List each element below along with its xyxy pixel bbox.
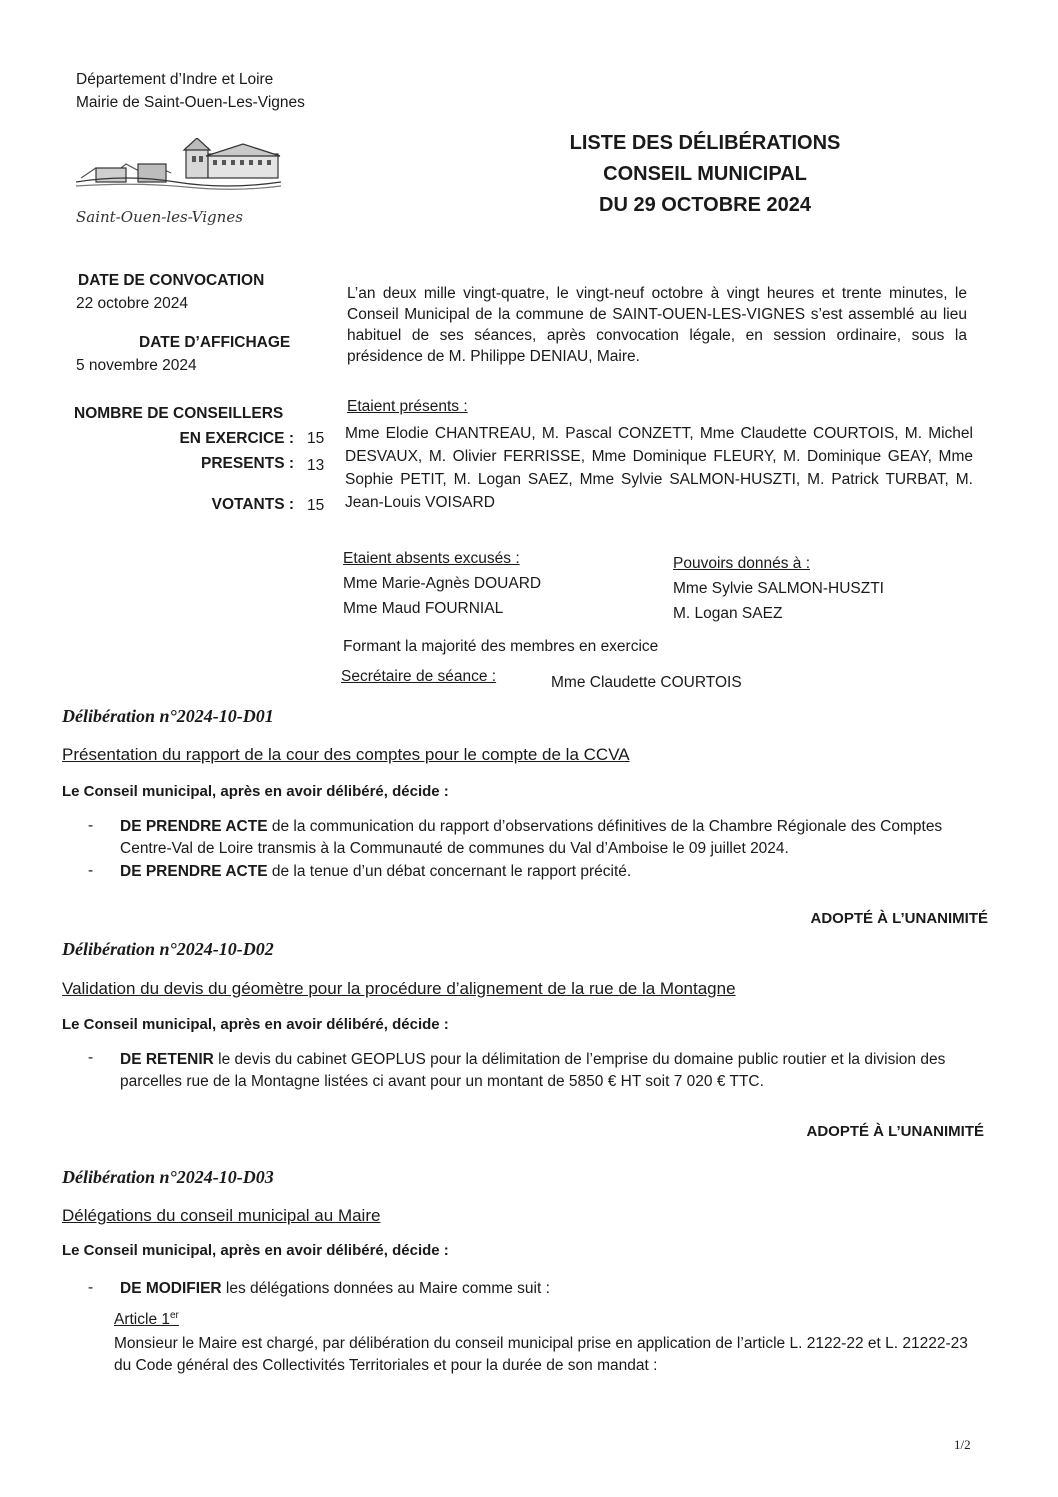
article-sup: er [170,1310,179,1321]
title-line2: CONSEIL MUNICIPAL [603,163,807,185]
presents-heading: Etaient présents : [347,398,468,415]
item-bold: DE RETENIR [120,1051,214,1068]
pouvoirs-heading: Pouvoirs donnés à : [673,555,811,572]
deliberation-2-number: Délibération n°2024-10-D02 [62,939,274,959]
affichage-date: 5 novembre 2024 [76,357,197,374]
item-text: le devis du cabinet GEOPLUS pour la délimitation de l’emprise du domaine public routier et la division des parcelles rue de la Montagne listées ci avant pour un montant de 5850 € HT soit 7 020 € TTC. [120,1051,946,1090]
pouvoir-1: Mme Sylvie SALMON-HUSZTI [673,580,884,597]
bullet-dash: - [88,1049,94,1066]
conseillers-label: NOMBRE DE CONSEILLERS [74,405,284,422]
town-logo [76,138,281,236]
deliberation-1-number: Délibération n°2024-10-D01 [62,706,274,726]
deliberation-2-decide: Le Conseil municipal, après en avoir délibéré, décide : [62,1016,449,1033]
convocation-date: 22 octobre 2024 [76,295,189,312]
absent-2: Mme Maud FOURNIAL [343,600,504,617]
deliberation-3-subject: Délégations du conseil municipal au Maire [62,1206,381,1225]
bullet-dash: - [88,817,94,834]
affichage-label: DATE D’AFFICHAGE [139,334,291,351]
deliberation-2-item-1 [120,1049,990,1093]
title-line3: DU 29 OCTOBRE 2024 [599,194,811,216]
title-line1: LISTE DES DÉLIBÉRATIONS [569,132,841,154]
deliberation-3-decide: Le Conseil municipal, après en avoir délibéré, décide : [62,1242,449,1259]
logo-caption-signature: Saint-Ouen-les-Vignes [76,208,243,226]
item-text: les délégations données au Maire comme suit : [221,1280,550,1297]
deliberation-1-result: ADOPTÉ À L’UNANIMITÉ [810,910,988,927]
article-1-text: Monsieur le Maire est chargé, par délibération du conseil municipal prise en application de l’article L. 2122-22 et L. 21222-23 du Code général des Collectivités Territoriales et pour la durée de son mandat : [114,1335,968,1374]
deliberation-1-item-2 [120,861,990,883]
deliberation-1-item-1 [120,816,990,860]
item-text: de la communication du rapport d’observations définitives de la Chambre Régionale des Comptes Centre-Val de Loire transmis à la Communauté de communes du Val d’Amboise le 09 juillet 2024. [120,818,943,857]
item-bold: DE PRENDRE ACTE [120,818,268,835]
article-label: Article 1 [114,1311,170,1329]
item-bold: DE MODIFIER [120,1280,222,1297]
exercice-label: EN EXERCICE : [179,430,294,447]
intro-paragraph: L’an deux mille vingt-quatre, le vingt-neuf octobre à vingt heures et trente minutes, le Conseil Municipal de la commune de SAINT-OUEN-LES-VIGNES s’est assemblé au lieu habituel de ses séances, après convocation légale, en session ordinaire, sous la présidence de M. Philippe DENIAU, Maire. [347,285,967,365]
bullet-dash: - [88,862,94,879]
votants-label: VOTANTS : [211,496,294,513]
article-1-heading [114,1310,179,1329]
deliberation-1-subject: Présentation du rapport de la cour des comptes pour le compte de la CCVA [62,745,630,764]
votants-value: 15 [307,497,325,514]
majorite-text: Formant la majorité des membres en exercice [343,638,659,655]
deliberation-2-subject: Validation du devis du géomètre pour la procédure d’alignement de la rue de la Montagne [62,979,736,998]
page-number: 1/2 [954,1437,971,1452]
secretaire-label: Secrétaire de séance : [341,668,497,685]
item-bold: DE PRENDRE ACTE [120,863,268,880]
deliberation-3-item-1 [120,1278,990,1300]
convocation-label: DATE DE CONVOCATION [78,272,265,289]
presents-names: Mme Elodie CHANTREAU, M. Pascal CONZETT, Mme Claudette COURTOIS, M. Michel DESVAUX, M. Olivier FERRISSE, Mme Dominique FLEURY, M. Dominique GEAY, Mme Sophie PETIT, M. Logan SAEZ, Mme Sylvie SALMON-HUSZTI, M. Patrick TURBAT, M. Jean-Louis VOISARD [345,425,973,511]
exercice-value: 15 [307,430,325,447]
deliberation-2-result: ADOPTÉ À L’UNANIMITÉ [806,1123,984,1140]
presents-value: 13 [307,457,325,474]
presents-label: PRESENTS : [200,455,294,472]
pouvoir-2: M. Logan SAEZ [673,605,783,622]
deliberation-3-number: Délibération n°2024-10-D03 [62,1167,274,1187]
absent-1: Mme Marie-Agnès DOUARD [343,575,542,592]
header-department: Département d’Indre et Loire [76,71,274,88]
page-title [500,128,910,221]
item-text: de la tenue d’un débat concernant le rapport précité. [267,863,632,880]
secretaire-name: Mme Claudette COURTOIS [551,674,742,691]
header-mairie: Mairie de Saint-Ouen-Les-Vignes [76,94,305,111]
deliberation-1-decide: Le Conseil municipal, après en avoir délibéré, décide : [62,783,449,800]
bullet-dash: - [88,1279,94,1296]
absents-heading: Etaient absents excusés : [343,550,520,567]
